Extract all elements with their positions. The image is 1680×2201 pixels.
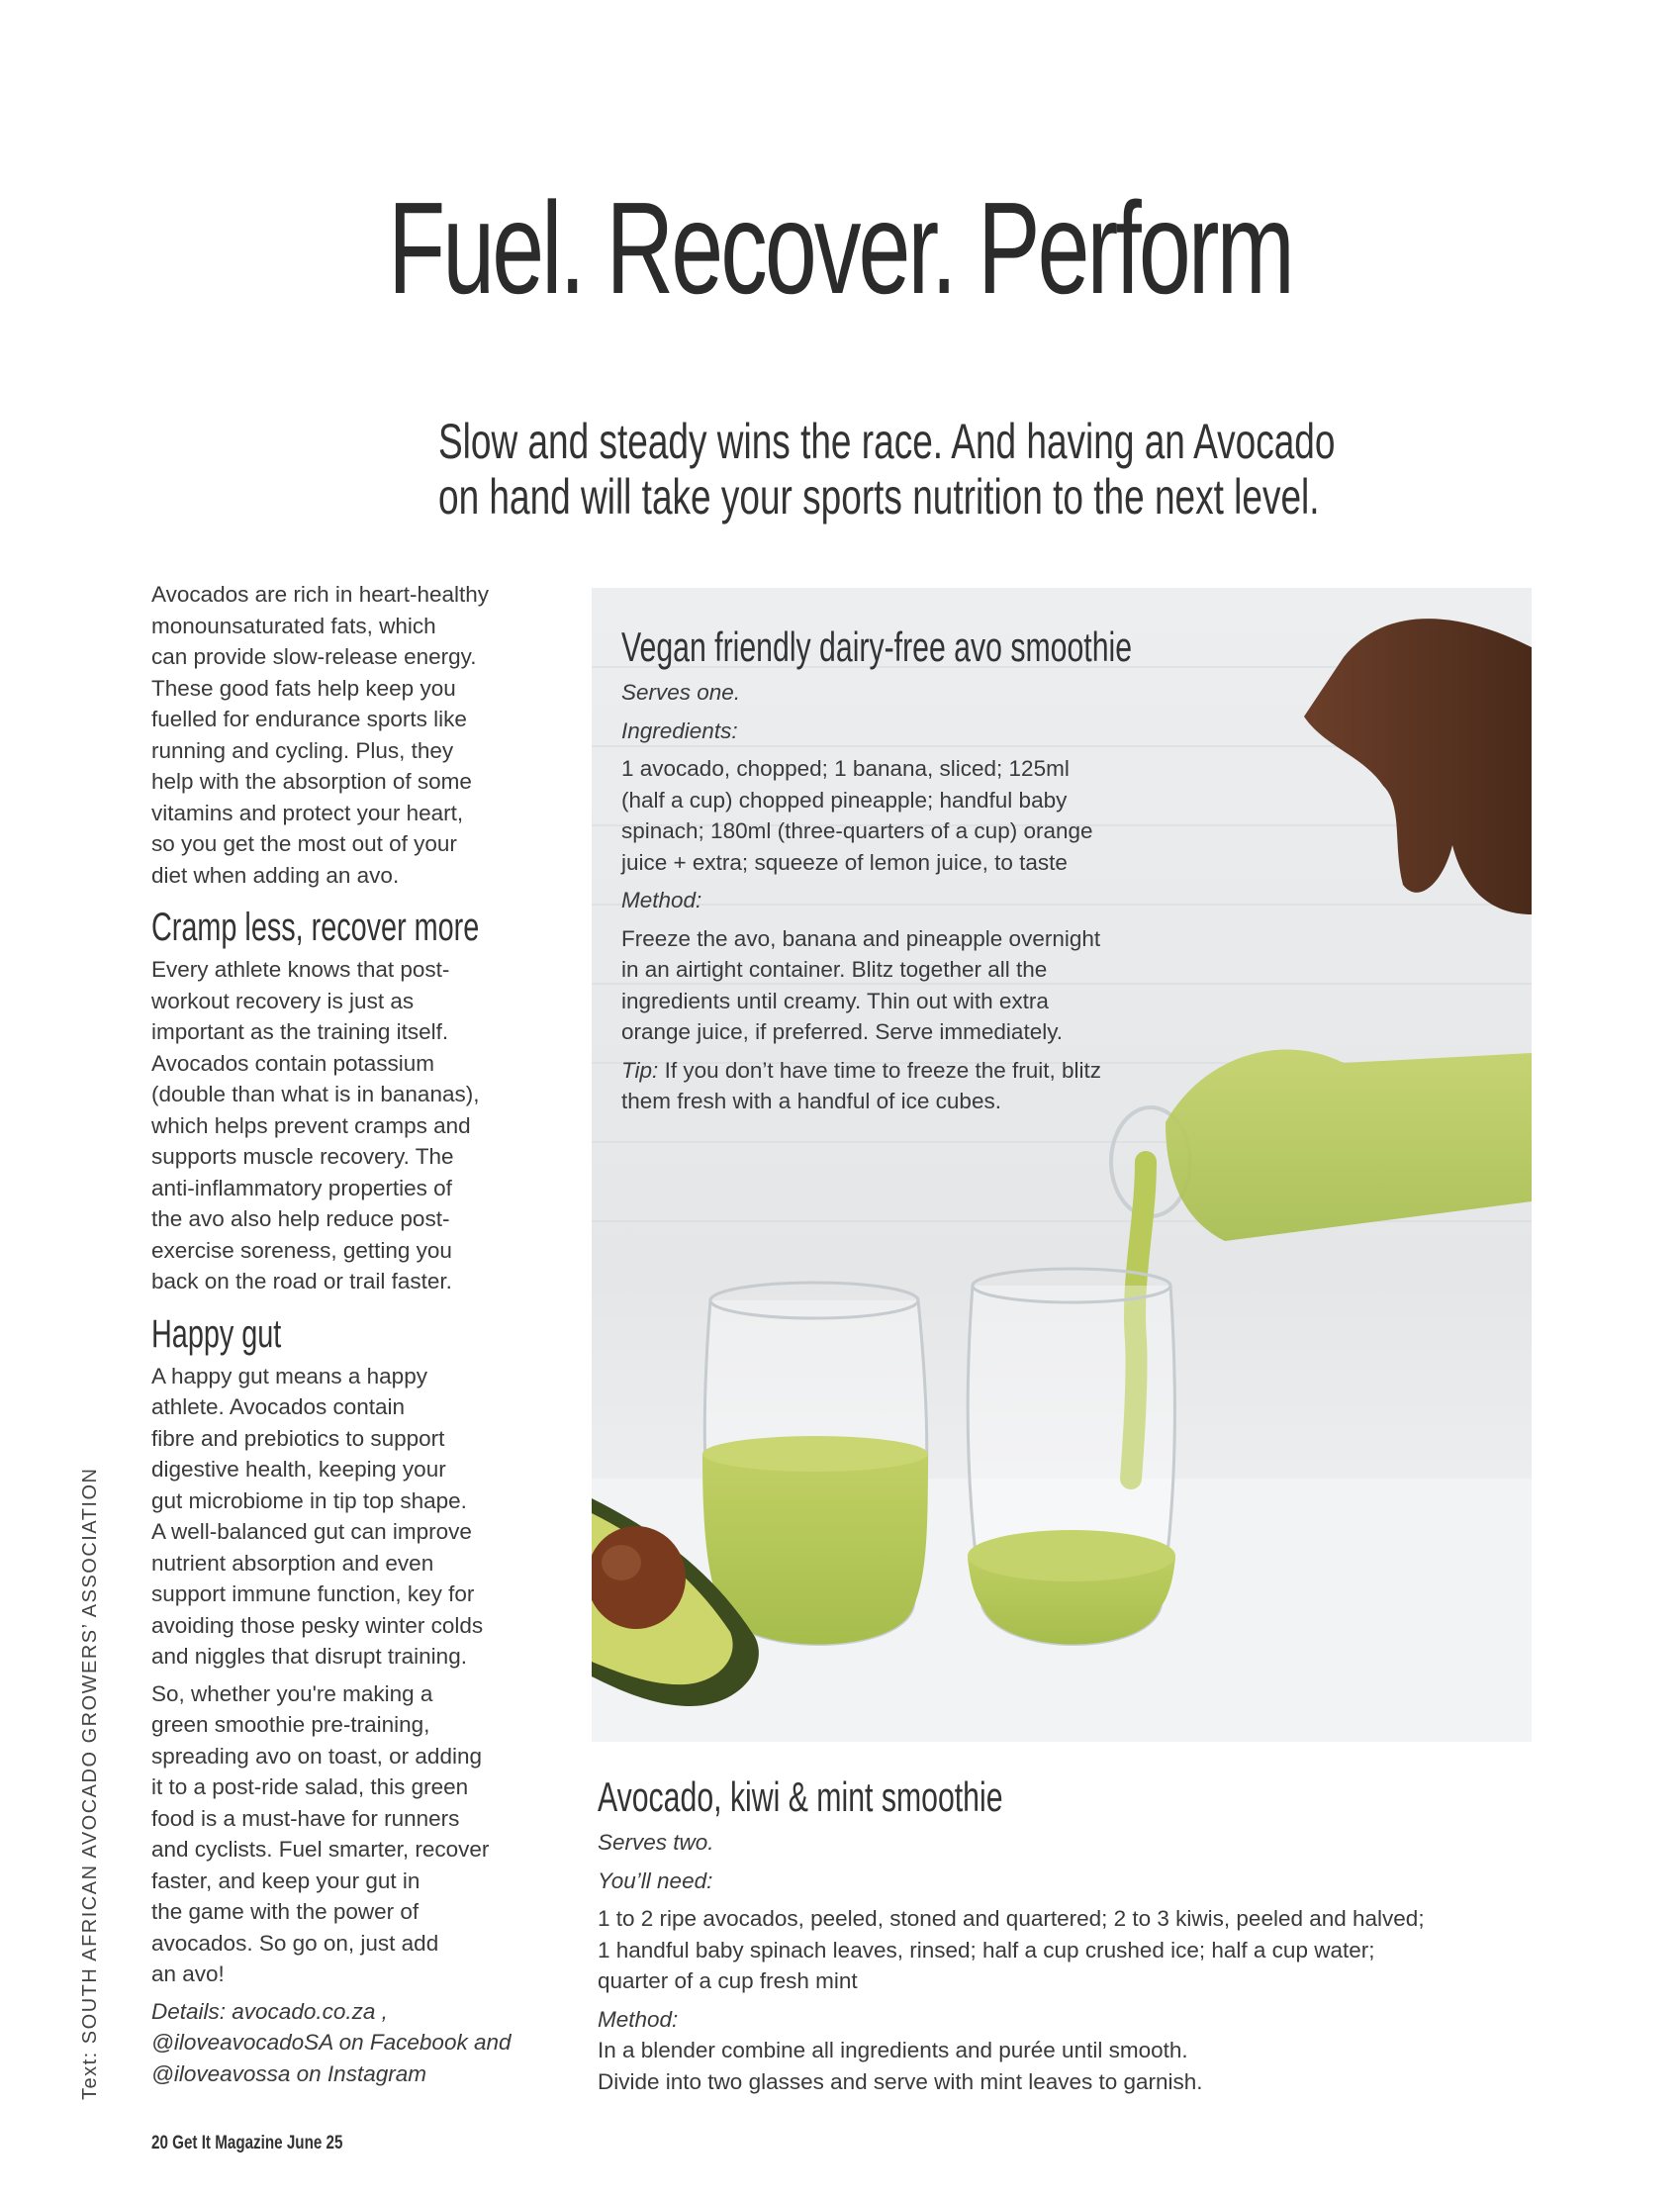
text-line: so you get the most out of your: [151, 831, 457, 856]
text-line: which helps prevent cramps and: [151, 1112, 471, 1138]
recipe-vegan-smoothie: [621, 623, 1175, 1117]
ingredients-label: Ingredients:: [621, 718, 738, 743]
text-line: fuelled for endurance sports like: [151, 707, 467, 731]
method-label: Method:: [598, 2006, 679, 2032]
text-line: These good fats help keep you: [151, 675, 456, 701]
text-line: nutrient absorption and even: [151, 1550, 434, 1576]
text-line: A happy gut means a happy: [151, 1363, 427, 1388]
text-line: (double than what is in bananas),: [151, 1082, 480, 1106]
text-line: supports muscle recovery. The: [151, 1144, 454, 1169]
text-line: food is a must-have for runners: [151, 1805, 460, 1831]
text-line: Avocados contain potassium: [151, 1050, 435, 1076]
text-line: running and cycling. Plus, they: [151, 737, 454, 763]
text-line: the game with the power of: [151, 1899, 420, 1924]
text-line: If you don’t have time to freeze the fruit, blitz: [658, 1057, 1102, 1083]
method-text: [621, 923, 1175, 1048]
ingredients-text: [598, 1903, 1528, 1997]
text-line: back on the road or trail faster.: [151, 1269, 452, 1293]
text-line: athlete. Avocados contain: [151, 1394, 406, 1419]
text-line: help with the absorption of some: [151, 769, 472, 794]
text-line: spinach; 180ml (three-quarters of a cup) orange: [621, 818, 1093, 843]
recipe-title: Avocado, kiwi & mint smoothie: [598, 1773, 1003, 1820]
text-line: in an airtight container. Blitz together all the: [621, 957, 1048, 982]
text-line: avoiding those pesky winter colds: [151, 1612, 484, 1638]
text-line: 1 to 2 ripe avocados, peeled, stoned and quartered; 2 to 3 kiwis, peeled and halved;: [598, 1906, 1425, 1931]
method-label: Method:: [621, 888, 702, 912]
subtitle: [438, 414, 1336, 525]
text-line: and cyclists. Fuel smarter, recover: [151, 1837, 490, 1862]
text-line: and niggles that disrupt training.: [151, 1644, 467, 1669]
text-line: vitamins and protect your heart,: [151, 800, 464, 825]
text-line: diet when adding an avo.: [151, 862, 400, 888]
text-line: juice + extra; squeeze of lemon juice, to taste: [621, 849, 1068, 875]
text-line: spreading avo on toast, or adding: [151, 1743, 482, 1769]
subtitle-line: Slow and steady wins the race. And having an Avocado: [438, 414, 1336, 469]
text-line: orange juice, if preferred. Serve immediately.: [621, 1019, 1064, 1044]
text-line: Details: avocado.co.za ,: [151, 1998, 388, 2024]
side-credit: Text: SOUTH AFRICAN AVOCADO GROWERS’ ASSOCIATION: [79, 1467, 101, 2100]
text-line: green smoothie pre-training,: [151, 1712, 430, 1737]
text-line: an avo!: [151, 1962, 225, 1986]
text-line: the avo also help reduce post-: [151, 1206, 450, 1231]
text-line: @iloveavossa on Instagram: [151, 2060, 426, 2086]
text-line: 1 avocado, chopped; 1 banana, sliced; 125ml: [621, 756, 1070, 781]
text-line: Every athlete knows that post-: [151, 957, 450, 982]
ingredients-text: [621, 753, 1175, 878]
subtitle-line: on hand will take your sports nutrition to the next level.: [438, 469, 1320, 525]
text-line: them fresh with a handful of ice cubes.: [621, 1089, 1001, 1113]
tip-text: [621, 1055, 1175, 1117]
text-line: A well-balanced gut can improve: [151, 1519, 472, 1544]
text-line: Divide into two glasses and serve with mint leaves to garnish.: [598, 2068, 1203, 2094]
left-column: [151, 579, 542, 2089]
page-footer: 20 Get It Magazine June 25: [151, 2133, 343, 2153]
section-paragraph: [151, 954, 542, 1297]
recipe-kiwi-smoothie: [598, 1773, 1528, 2097]
glass-right: [968, 1269, 1175, 1645]
details-credit: [151, 1996, 542, 2090]
text-line: it to a post-ride salad, this green: [151, 1774, 469, 1799]
text-line: quarter of a cup fresh mint: [598, 1968, 858, 1993]
text-line: anti-inflammatory properties of: [151, 1175, 452, 1200]
text-line: Avocados are rich in heart-healthy: [151, 582, 490, 607]
text-line: digestive health, keeping your: [151, 1457, 446, 1482]
section-paragraph: [151, 1361, 542, 1673]
text-line: gut microbiome in tip top shape.: [151, 1487, 467, 1513]
recipe-serves: Serves two.: [598, 1830, 714, 1855]
text-line: faster, and keep your gut in: [151, 1867, 420, 1893]
method-text: [598, 2035, 1528, 2097]
text-line: important as the training itself.: [151, 1019, 449, 1044]
text-line: fibre and prebiotics to support: [151, 1425, 445, 1451]
text-line: 1 handful baby spinach leaves, rinsed; half a cup crushed ice; half a cup water;: [598, 1937, 1375, 1962]
text-line: monounsaturated fats, which: [151, 613, 436, 638]
recipe-serves: Serves one.: [621, 680, 741, 705]
section-heading: Cramp less, recover more: [151, 906, 480, 949]
text-line: So, whether you're making a: [151, 1680, 433, 1706]
text-line: @iloveavocadoSA on Facebook and: [151, 2030, 512, 2055]
text-line: exercise soreness, getting you: [151, 1237, 452, 1263]
text-line: ingredients until creamy. Thin out with extra: [621, 988, 1049, 1013]
page-title: Fuel. Recover. Perform: [388, 175, 1292, 321]
intro-paragraph: [151, 579, 542, 891]
need-label: You’ll need:: [598, 1867, 713, 1893]
glass-left: [702, 1283, 928, 1645]
text-line: Freeze the avo, banana and pineapple overnight: [621, 925, 1101, 951]
text-line: In a blender combine all ingredients and purée until smooth.: [598, 2038, 1188, 2062]
recipe-title: Vegan friendly dairy-free avo smoothie: [621, 623, 1133, 670]
text-line: avocados. So go on, just add: [151, 1930, 439, 1956]
text-line: support immune function, key for: [151, 1581, 475, 1606]
section-heading: Happy gut: [151, 1311, 282, 1356]
closing-paragraph: [151, 1678, 542, 1990]
text-line: can provide slow-release energy.: [151, 644, 477, 669]
text-line: workout recovery is just as: [151, 988, 415, 1013]
text-line: (half a cup) chopped pineapple; handful baby: [621, 787, 1068, 813]
tip-label: Tip:: [621, 1057, 659, 1083]
